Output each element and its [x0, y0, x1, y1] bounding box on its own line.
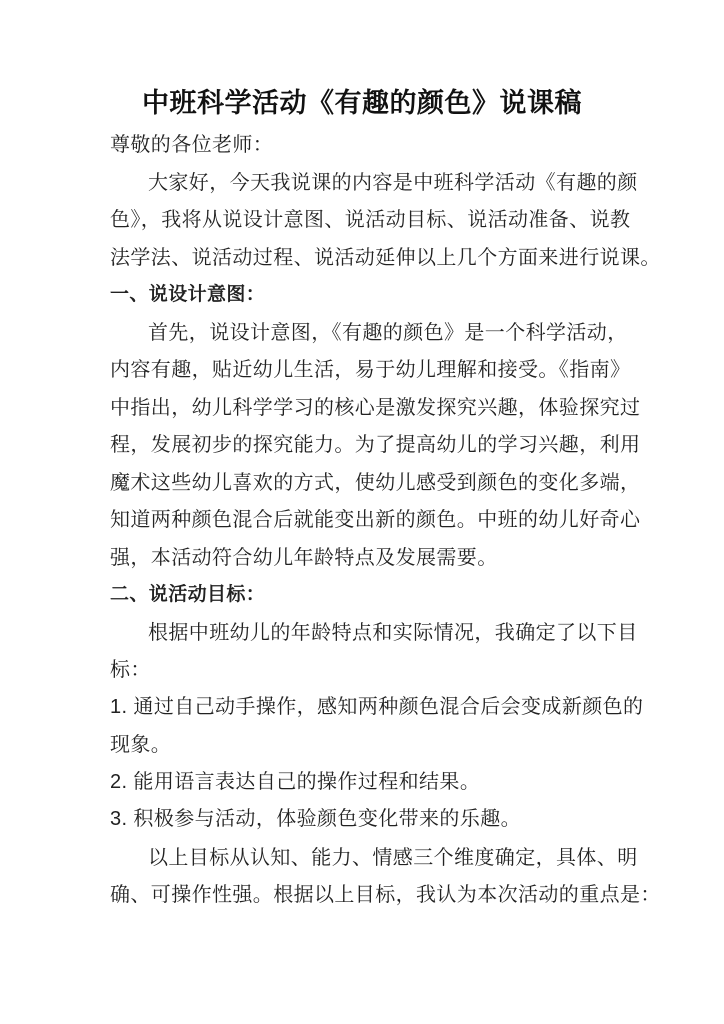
- page-title: 中班科学活动《有趣的颜色》说课稿: [142, 88, 582, 119]
- paragraph-line: 程，发展初步的探究能力。为了提高幼儿的学习兴趣，利用: [110, 432, 641, 456]
- paragraph-line: 法学法、说活动过程、说活动延伸以上几个方面来进行说课。: [110, 244, 661, 269]
- paragraph-line: 尊敬的各位老师：: [110, 132, 274, 156]
- paragraph-line: 大家好，今天我说课的内容是中班科学活动《有趣的颜: [148, 169, 638, 194]
- section-heading: 一、说设计意图：: [110, 283, 266, 305]
- paragraph-line: 首先，说设计意图，《有趣的颜色》是一个科学活动，: [148, 319, 628, 344]
- list-item: 1. 通过自己动手操作，感知两种颜色混合后会变成新颜色的: [110, 695, 644, 718]
- paragraph-line: 魔术这些幼儿喜欢的方式，使幼儿感受到颜色的变化多端，: [110, 469, 641, 494]
- document-body: [110, 126, 661, 914]
- paragraph-line: 标：: [110, 657, 151, 681]
- paragraph-line: 以上目标从认知、能力、情感三个维度确定，具体、明: [148, 844, 638, 869]
- list-item: 2. 能用语言表达自己的操作过程和结果。: [110, 770, 481, 793]
- paragraph-line: 确、可操作性强。根据以上目标，我认为本次活动的重点是：: [110, 882, 661, 906]
- list-item: 3. 积极参与活动，体验颜色变化带来的乐趣。: [110, 808, 522, 830]
- paragraph-line: 强，本活动符合幼儿年龄特点及发展需要。: [110, 544, 498, 569]
- paragraph-line: 现象。: [110, 732, 172, 756]
- paragraph-line: 知道两种颜色混合后就能变出新的颜色。中班的幼儿好奇心: [110, 507, 641, 531]
- paragraph-line: 色》，我将从说设计意图、说活动目标、说活动准备、说教: [110, 207, 631, 231]
- section-heading: 二、说活动目标：: [110, 583, 266, 605]
- paragraph-line: 中指出，幼儿科学学习的核心是激发探究兴趣，体验探究过: [110, 394, 641, 419]
- paragraph-line: 内容有趣，贴近幼儿生活，易于幼儿理解和接受。《指南》: [110, 357, 631, 381]
- paragraph-line: 根据中班幼儿的年龄特点和实际情况，我确定了以下目: [148, 619, 638, 644]
